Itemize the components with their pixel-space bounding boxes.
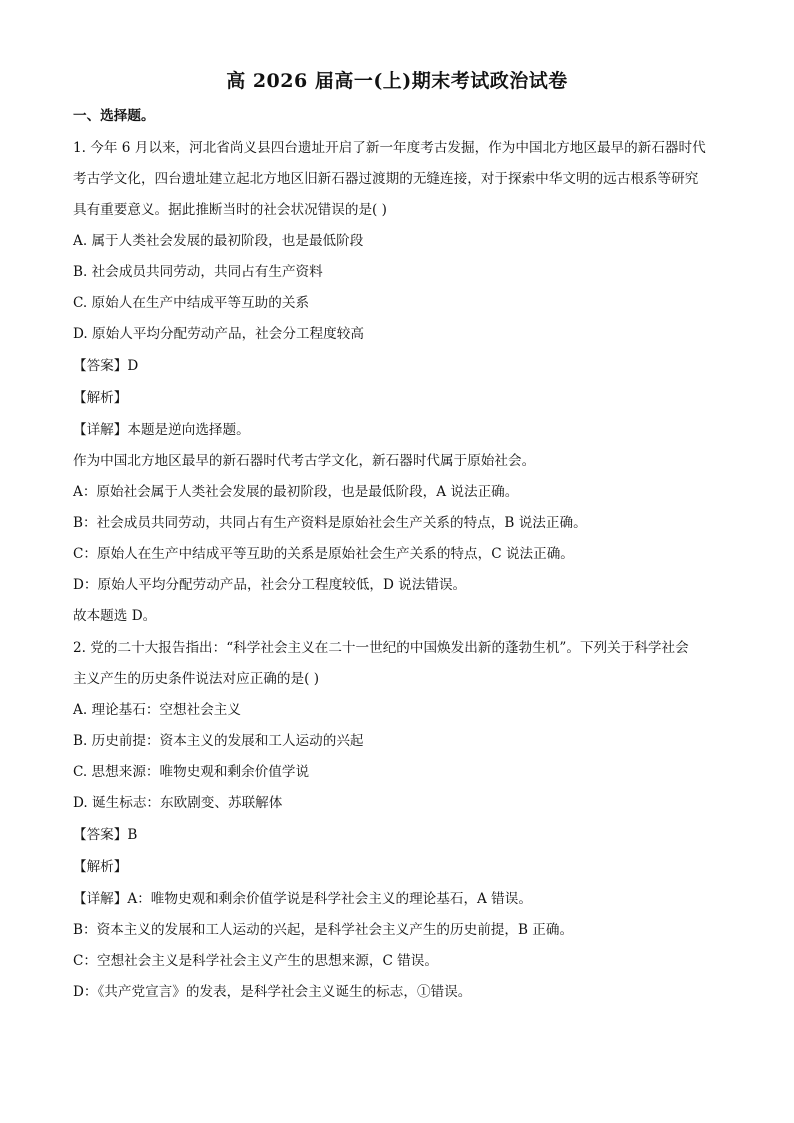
section-heading: 一、选择题。 (73, 108, 155, 124)
analysis-line: C：原始人在生产中结成平等互助的关系是原始社会生产关系的特点，C 说法正确。 (73, 546, 574, 562)
analysis-line: B：资本主义的发展和工人运动的兴起，是科学社会主义产生的历史前提，B 正确。 (73, 922, 574, 938)
answer-label: 【答案】B (73, 827, 138, 843)
question-stem-line: 主义产生的历史条件说法对应正确的是( ) (73, 671, 320, 687)
analysis-line: D：《共产党宣言》的发表，是科学社会主义诞生的标志，①错误。 (73, 984, 472, 1000)
option-b: B. 历史前提：资本主义的发展和工人运动的兴起 (73, 733, 364, 749)
question-stem-line: 1. 今年 6 月以来，河北省尚义县四台遗址开启了新一年度考古发掘，作为中国北方地区最早的新石器时代 (73, 140, 706, 156)
analysis-line: B：社会成员共同劳动，共同占有生产资料是原始社会生产关系的特点，B 说法正确。 (73, 515, 587, 531)
option-c: C. 思想来源：唯物史观和剩余价值学说 (73, 764, 310, 780)
question-stem-line: 考古学文化，四台遗址建立起北方地区旧新石器过渡期的无缝连接，对于探索中华文明的远古根系等研究 (73, 171, 699, 187)
option-b: B. 社会成员共同劳动，共同占有生产资料 (73, 264, 323, 280)
analysis-label: 【解析】 (73, 859, 128, 875)
analysis-line: 故本题选 D。 (73, 608, 157, 624)
option-d: D. 诞生标志：东欧剧变、苏联解体 (73, 795, 283, 811)
answer-label: 【答案】D (73, 358, 139, 374)
option-c: C. 原始人在生产中结成平等互助的关系 (73, 295, 310, 311)
analysis-line: A：原始社会属于人类社会发展的最初阶段，也是最低阶段，A 说法正确。 (73, 484, 519, 500)
question-stem-line: 具有重要意义。据此推断当时的社会状况错误的是( ) (73, 202, 387, 218)
analysis-line: 【详解】A：唯物史观和剩余价值学说是科学社会主义的理论基石，A 错误。 (73, 891, 532, 907)
option-d: D. 原始人平均分配劳动产品，社会分工程度较高 (73, 326, 364, 342)
analysis-line: D：原始人平均分配劳动产品，社会分工程度较低，D 说法错误。 (73, 577, 467, 593)
analysis-line: 作为中国北方地区最早的新石器时代考古学文化，新石器时代属于原始社会。 (73, 453, 536, 469)
analysis-label: 【解析】 (73, 390, 128, 406)
option-a: A. 属于人类社会发展的最初阶段，也是最低阶段 (73, 233, 364, 249)
analysis-line: 【详解】本题是逆向选择题。 (73, 422, 250, 438)
question-stem-line: 2. 党的二十大报告指出：“科学社会主义在二十一世纪的中国焕发出新的蓬勃生机”。下列关于科学社会 (73, 640, 689, 656)
analysis-line: C：空想社会主义是科学社会主义产生的思想来源，C 错误。 (73, 953, 438, 969)
page-title: 高 2026 届高一(上)期末考试政治试卷 (226, 70, 568, 92)
option-a: A. 理论基石：空想社会主义 (73, 702, 241, 718)
